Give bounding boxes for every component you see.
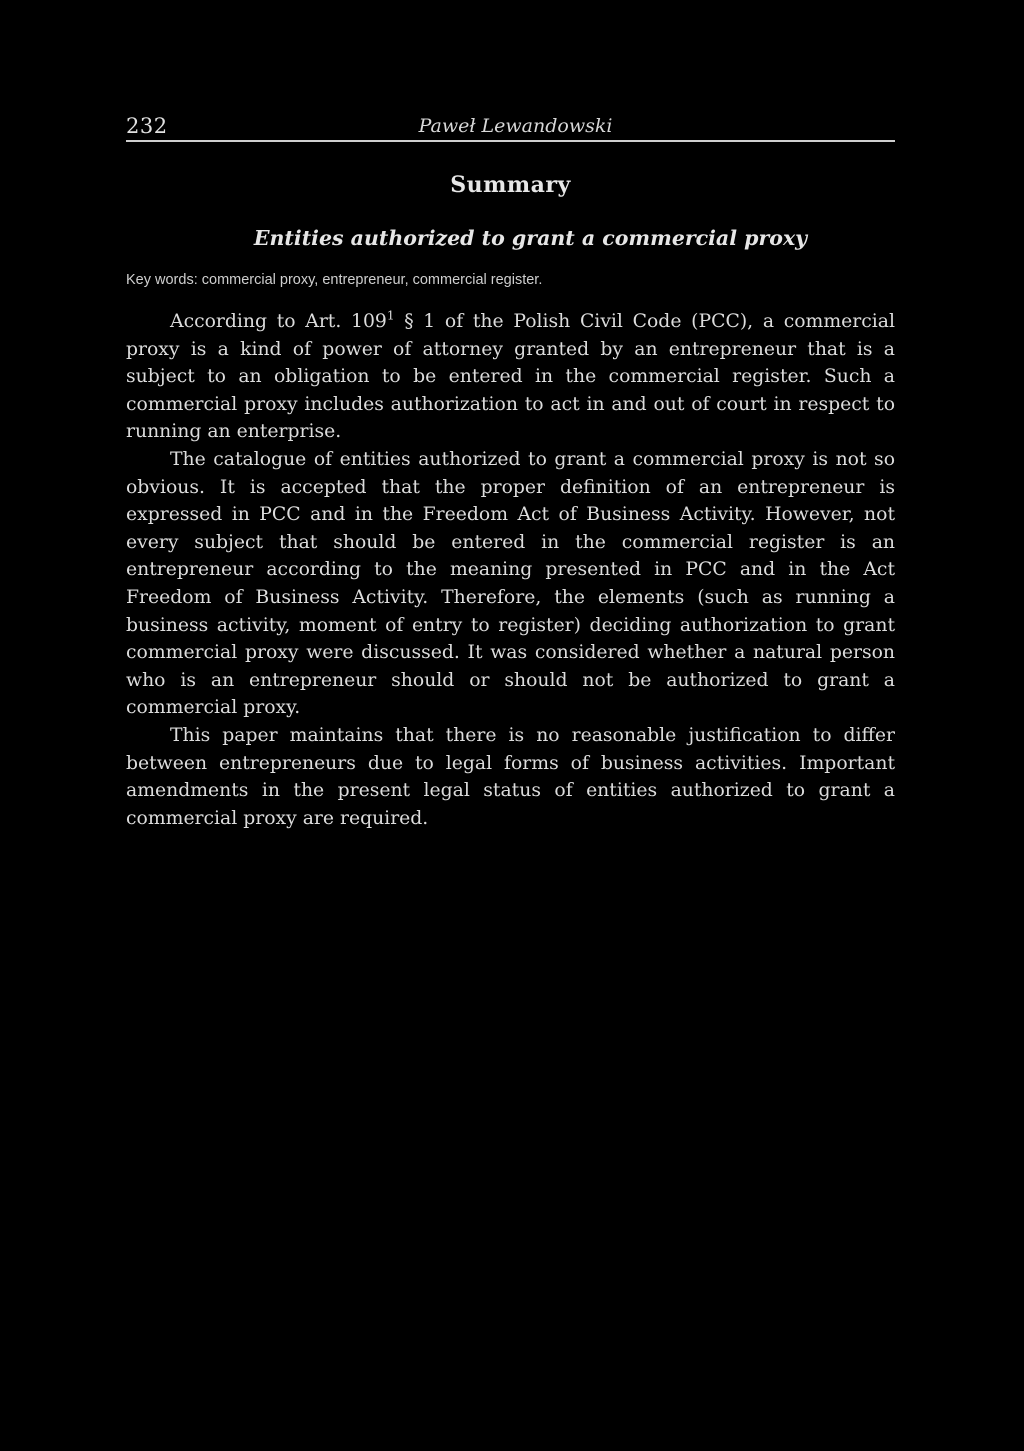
article-title: Entities authorized to grant a commercial proxy <box>253 226 808 250</box>
summary-body <box>126 308 895 832</box>
article-superscript: 1 <box>386 308 395 323</box>
paragraph-3: This paper maintains that there is no reasonable justification to differ between entrepreneurs due to legal forms of business activities. Important amendments in the present legal status of entities authorized to grant a commercial proxy are required. <box>126 724 895 829</box>
paragraph-2: The catalogue of entities authorized to grant a commercial proxy is not so obvious. It is accepted that the proper definition of an entrepreneur is expressed in PCC and in the Freedom Act of Business Activity. However, not every subject that should be entered in the commercial register is an entrepreneur according to the meaning presented in PCC and in the Act Freedom of Business Activity. Therefore, the elements (such as running a business activity, moment of entry to register) deciding authorization to grant commercial proxy were discussed. It was considered whether a natural person who is an entrepreneur should or should not be authorized to grant a commercial proxy. <box>126 448 895 719</box>
paragraph-1 <box>126 308 895 446</box>
page-number: 232 <box>126 114 168 138</box>
summary-heading: Summary <box>450 172 571 198</box>
keywords-line: Key words: commercial proxy, entrepreneur, commercial register. <box>126 272 543 288</box>
paragraph-1-start: According to Art. 109 <box>170 311 387 332</box>
running-header <box>126 106 895 142</box>
document-page <box>126 106 895 832</box>
paragraph-1-rest: § 1 of the Polish Civil Code (PCC), a commercial proxy is a kind of power of attorney granted by an entrepreneur that is a subject to an obligation to be entered in the commercial register. Such a commercial proxy includes authorization to act in and out of court in respect to running an enterprise. <box>126 311 895 443</box>
running-head-author: Paweł Lewandowski <box>418 115 613 137</box>
